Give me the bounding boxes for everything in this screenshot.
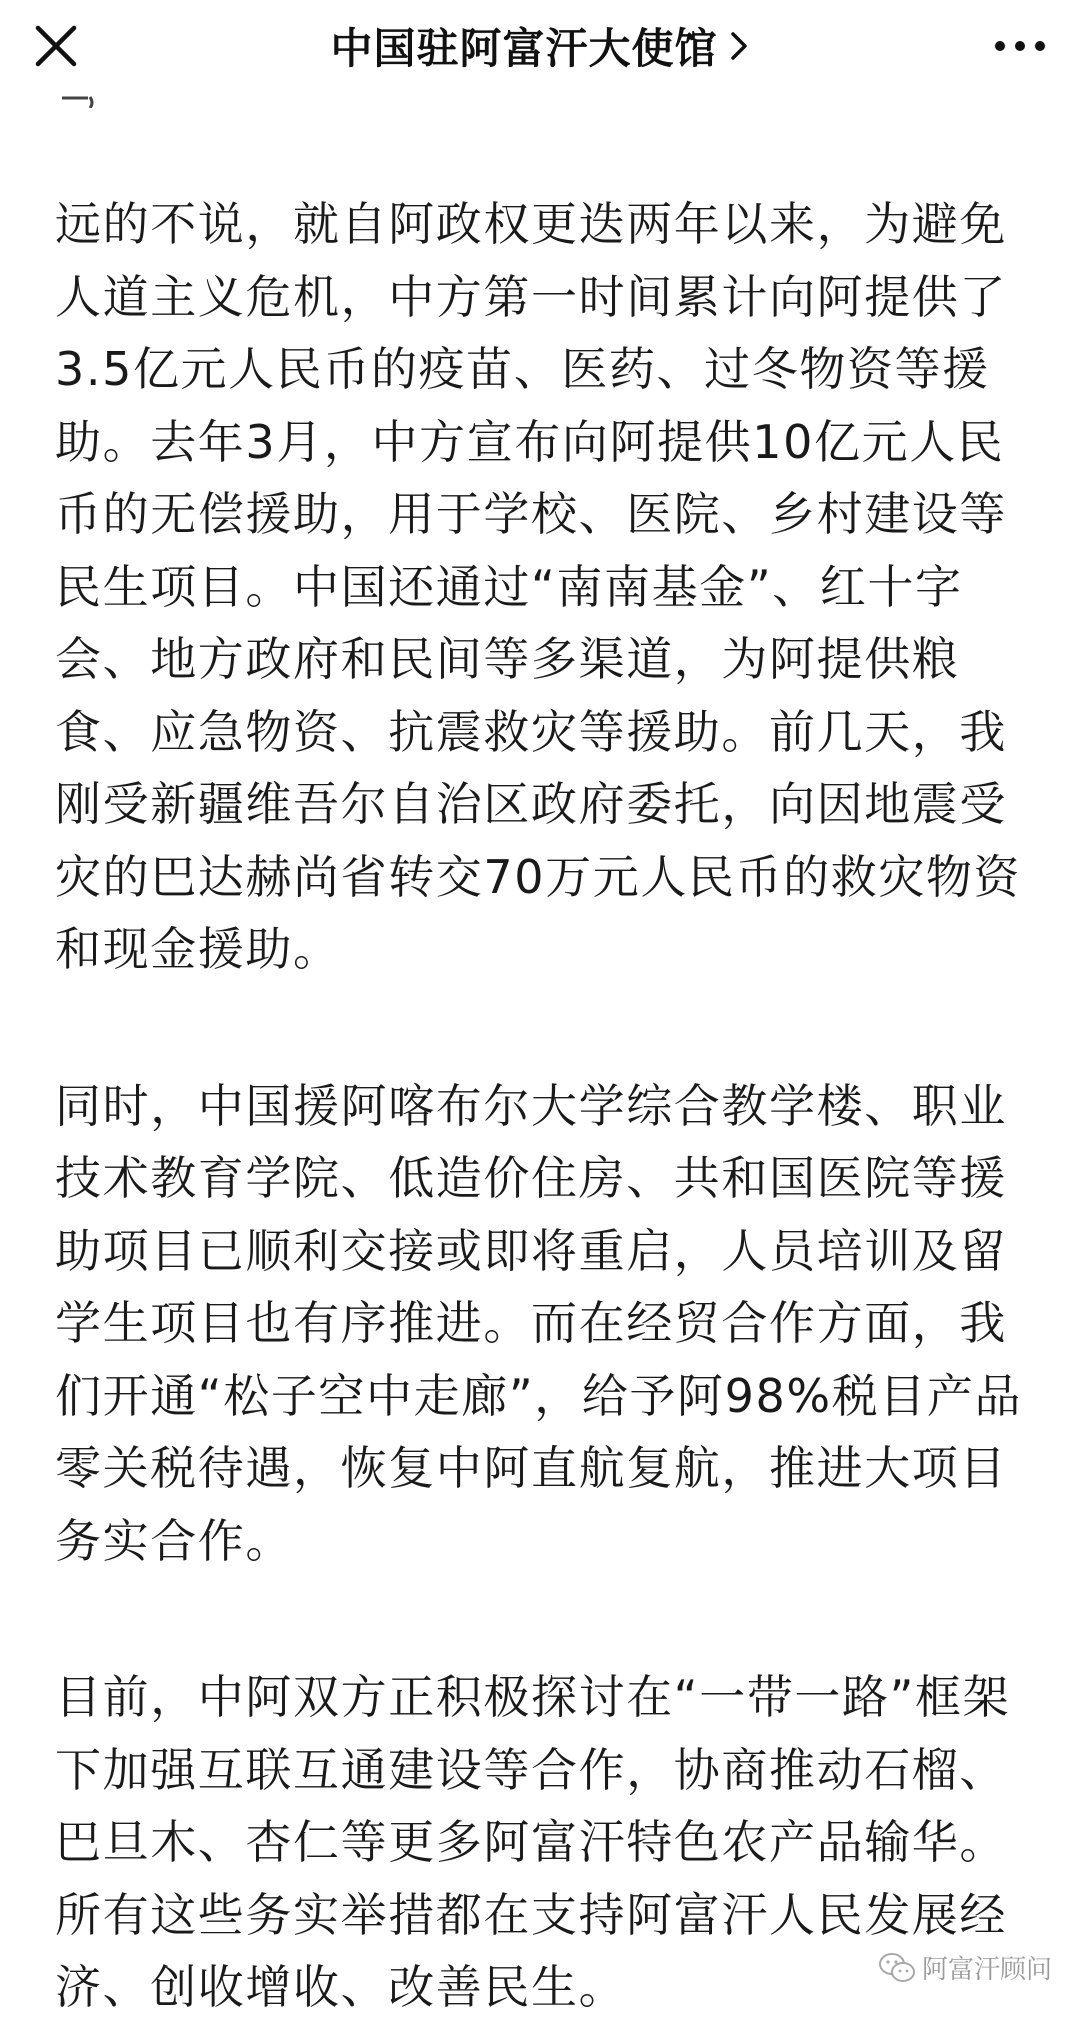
article-paragraph: 同时，中国援阿喀布尔大学综合教学楼、职业技术教育学院、低造价住房、共和国医院等援助项目已顺利交接或即将重启，人员培训及留学生项目也有序推进。而在经贸合作方面，我们开通“松子空中走廊”，给予阿98%税目产品零关税待遇，恢复中阿直航复航，推进大项目务实合作。 <box>55 1078 1023 1568</box>
more-dots-icon[interactable] <box>990 26 1050 66</box>
source-watermark <box>878 1949 1052 1986</box>
account-title-link[interactable] <box>330 16 749 76</box>
chevron-right-icon <box>728 29 750 63</box>
article-paragraph: 远的不说，就自阿政权更迭两年以来，为避免人道主义危机，中方第一时间累计向阿提供了3.5亿元人民币的疫苗、医药、过冬物资等援助。去年3月，中方宣布向阿提供10亿元人民币的无偿援助，用于学校、医院、乡村建设等民生项目。中国还通过“南南基金”、红十字会、地方政府和民间等多渠道，为阿提供粮食、应急物资、抗震救灾等援助。前几天，我刚受新疆维吾尔自治区政府委托，向因地震受灾的巴达赫尚省转交70万元人民币的救灾物资和现金援助。 <box>55 197 1022 976</box>
close-icon[interactable] <box>30 20 82 72</box>
clipped-text-fragment <box>60 94 100 108</box>
watermark-text: 阿富汗顾问 <box>921 1955 1052 1985</box>
page-title: 中国驻阿富汗大使馆 <box>330 24 718 73</box>
top-navigation-bar <box>0 0 1080 92</box>
wechat-icon <box>878 1951 916 1985</box>
article-paragraph: 目前，中阿双方正积极探讨在“一带一路”框架下加强互联互通建设等合作，协商推动石榴、巴旦木、杏仁等更多阿富汗特色农产品输华。所有这些务实举措都在支持阿富汗人民发展经济、创收增收、改善民生。 <box>55 1670 1011 2014</box>
article-body <box>55 188 1035 2024</box>
